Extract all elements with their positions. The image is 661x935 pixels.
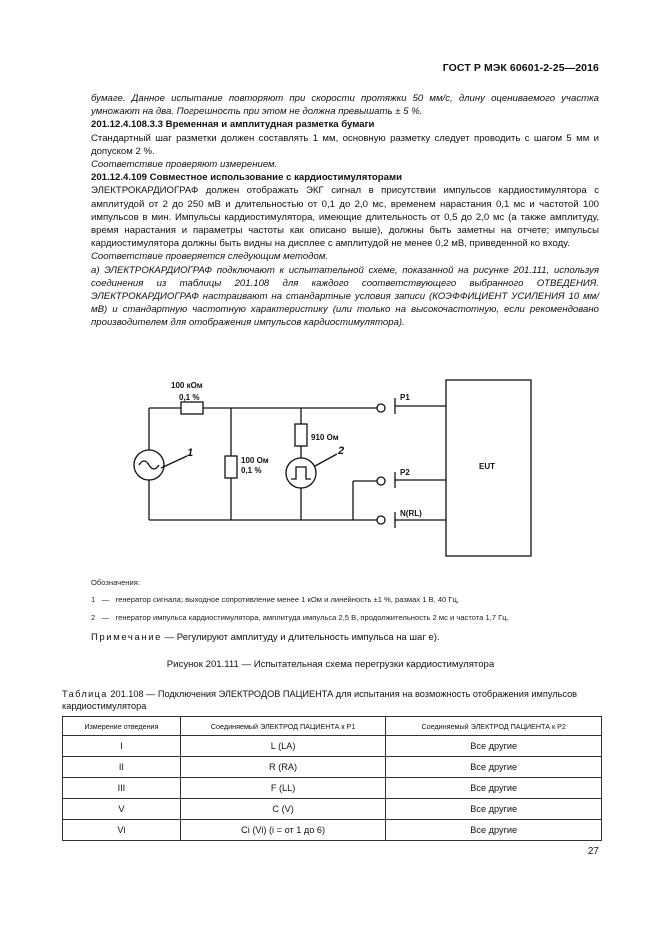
table-cell: I — [63, 736, 181, 757]
table-cell: R (RA) — [180, 757, 386, 778]
table-cell: Все другие — [386, 757, 602, 778]
table-cell: III — [63, 778, 181, 799]
legend-dash: — — [101, 613, 110, 622]
document-header: ГОСТ Р МЭК 60601-2-25—2016 — [442, 62, 599, 74]
pulse-generator-icon — [286, 458, 316, 488]
legend-dash: — — [101, 595, 110, 604]
r2-tolerance-label: 0,1 % — [241, 466, 262, 475]
section-heading-paper-marking — [91, 118, 599, 131]
test-circuit-diagram — [91, 360, 571, 565]
resistor-100-ohm — [225, 456, 237, 478]
p2-label: P2 — [400, 468, 410, 477]
table-cell: F (LL) — [180, 778, 386, 799]
r1-value-label: 100 кОм — [171, 381, 203, 390]
terminal-p1 — [377, 404, 385, 412]
paragraph-pacemaker-requirements: ЭЛЕКТРОКАРДИОГРАФ должен отображать ЭКГ сигнал в присутствии импульсов кардиостимулятора с амплитудой от 2 до 250 мВ и длительностью от 0,1 до 2,0 мс, временем нарастания 0,1 мс и частотой 100 импульсов в мин. Импульсы кардиостимулятора, имеющие длительность от 0,5 до 2,0 мс (а также амплитуду, время нарастания и параметры частоты как описано выше), должны быть заметны на отчете; импульсы кардиостимулятора должны быть видны на дисплее с амплитудой не менее 0,2 мВ, приведенной ко входу. — [91, 185, 599, 250]
terminal-p2 — [377, 477, 385, 485]
body-text — [91, 92, 599, 330]
legend-text: генератор импульса кардиостимулятора, амплитуда импульса 2,5 В, продолжительность 2 мс и частота 1,7 Гц. — [115, 613, 509, 622]
heading-text: 201.12.4.109 Совместное использование с кардиостимуляторами — [91, 172, 402, 184]
sine-icon — [139, 461, 159, 469]
paragraph-test-repeat: бумаге. Данное испытание повторяют при скорости протяжки 50 мм/с, длину оцениваемого участка умножают на два. Погрешность при этом не должна превышать ± 5 %. — [91, 93, 599, 118]
note-label: Примечание — [91, 632, 162, 643]
paragraph-compliance-method: Соответствие проверяется следующим методом. — [91, 251, 329, 263]
table-title — [62, 688, 602, 712]
column-header: Измерение отведения — [63, 717, 181, 736]
paragraph-method-step-a: а) ЭЛЕКТРОКАРДИОГРАФ подключают к испытательной схеме, показанной на рисунке 201.111, используя соединения из таблицы 201.108 для каждого соответствующего выбранного ОТВЕДЕНИЯ. ЭЛЕКТРОКАРДИОГРАФ настраивают на стандартные условия записи (КОЭФФИЦИЕНТ УСИЛЕНИЯ 10 мм/мВ) и стандартную частотную характеристику (или только на высокочастотную, если рекомендовано производителем для отображения импульсов кардиостимулятора). — [91, 264, 599, 329]
legend-number: 2 — [91, 613, 96, 622]
legend-item — [91, 594, 611, 605]
r1-tolerance-label: 0,1 % — [179, 393, 200, 402]
table-row — [63, 820, 602, 841]
table-row — [63, 799, 602, 820]
table-cell: II — [63, 757, 181, 778]
legend — [91, 577, 611, 630]
table-cell: C (V) — [180, 799, 386, 820]
generator-2-number: 2 — [338, 445, 345, 457]
pulse-icon — [291, 467, 311, 479]
table-row — [63, 736, 602, 757]
table-title-label: Таблица — [62, 689, 108, 699]
table-cell: Vi — [63, 820, 181, 841]
table-cell: Все другие — [386, 736, 602, 757]
generator-1-number: 1 — [187, 447, 194, 459]
legend-number: 1 — [91, 595, 96, 604]
table-cell: Все другие — [386, 799, 602, 820]
column-header: Соединяемый ЭЛЕКТРОД ПАЦИЕНТА к P2 — [386, 717, 602, 736]
legend-text: генератор сигнала; выходное сопротивление менее 1 кОм и линейность ±1 %, размах 1 В, 40 Гц, — [115, 595, 459, 604]
column-header: Соединяемый ЭЛЕКТРОД ПАЦИЕНТА к P1 — [180, 717, 386, 736]
table-cell: V — [63, 799, 181, 820]
table-cell: Ci (Vi) (i = от 1 до 6) — [180, 820, 386, 841]
table-cell: L (LA) — [180, 736, 386, 757]
r2-value-label: 100 Ом — [241, 456, 269, 465]
section-heading-pacemakers — [91, 171, 599, 184]
figure-caption: Рисунок 201.111 — Испытательная схема перегрузки кардиостимулятора — [166, 659, 495, 670]
page-number: 27 — [587, 846, 599, 857]
legend-title: Обозначения: — [91, 578, 140, 587]
paragraph-marking-step: Стандартный шаг разметки должен составлять 1 мм, основную разметку следует проводить с шагом 5 мм и допуском 2 %. — [91, 132, 599, 157]
paragraph-compliance-measure: Соответствие проверяют измерением. — [91, 159, 278, 171]
r3-value-label: 910 Ом — [311, 433, 339, 442]
p1-label: P1 — [400, 393, 410, 402]
table-header-row — [63, 717, 602, 736]
legend-item — [91, 612, 611, 623]
table-cell: Все другие — [386, 778, 602, 799]
resistor-910-ohm — [295, 424, 307, 446]
table-title-text: 201.108 — Подключения ЭЛЕКТРОДОВ ПАЦИЕНТА для испытания на возможность отображения импульсов кардиостимулятора — [62, 689, 578, 711]
nrl-label: N(RL) — [400, 509, 422, 518]
terminal-nrl — [377, 516, 385, 524]
table-cell: Все другие — [386, 820, 602, 841]
connections-table — [62, 716, 602, 841]
note — [91, 632, 440, 643]
label-leader — [315, 454, 337, 466]
table-row — [63, 757, 602, 778]
note-text: — Регулируют амплитуду и длительность импульса на шаг е). — [164, 632, 440, 643]
heading-text: 201.12.4.108.3.3 Временная и амплитудная разметка бумаги — [91, 119, 375, 131]
resistor-100k — [181, 402, 203, 414]
table-row — [63, 778, 602, 799]
eut-label: EUT — [479, 462, 495, 471]
label-leader — [161, 456, 187, 468]
